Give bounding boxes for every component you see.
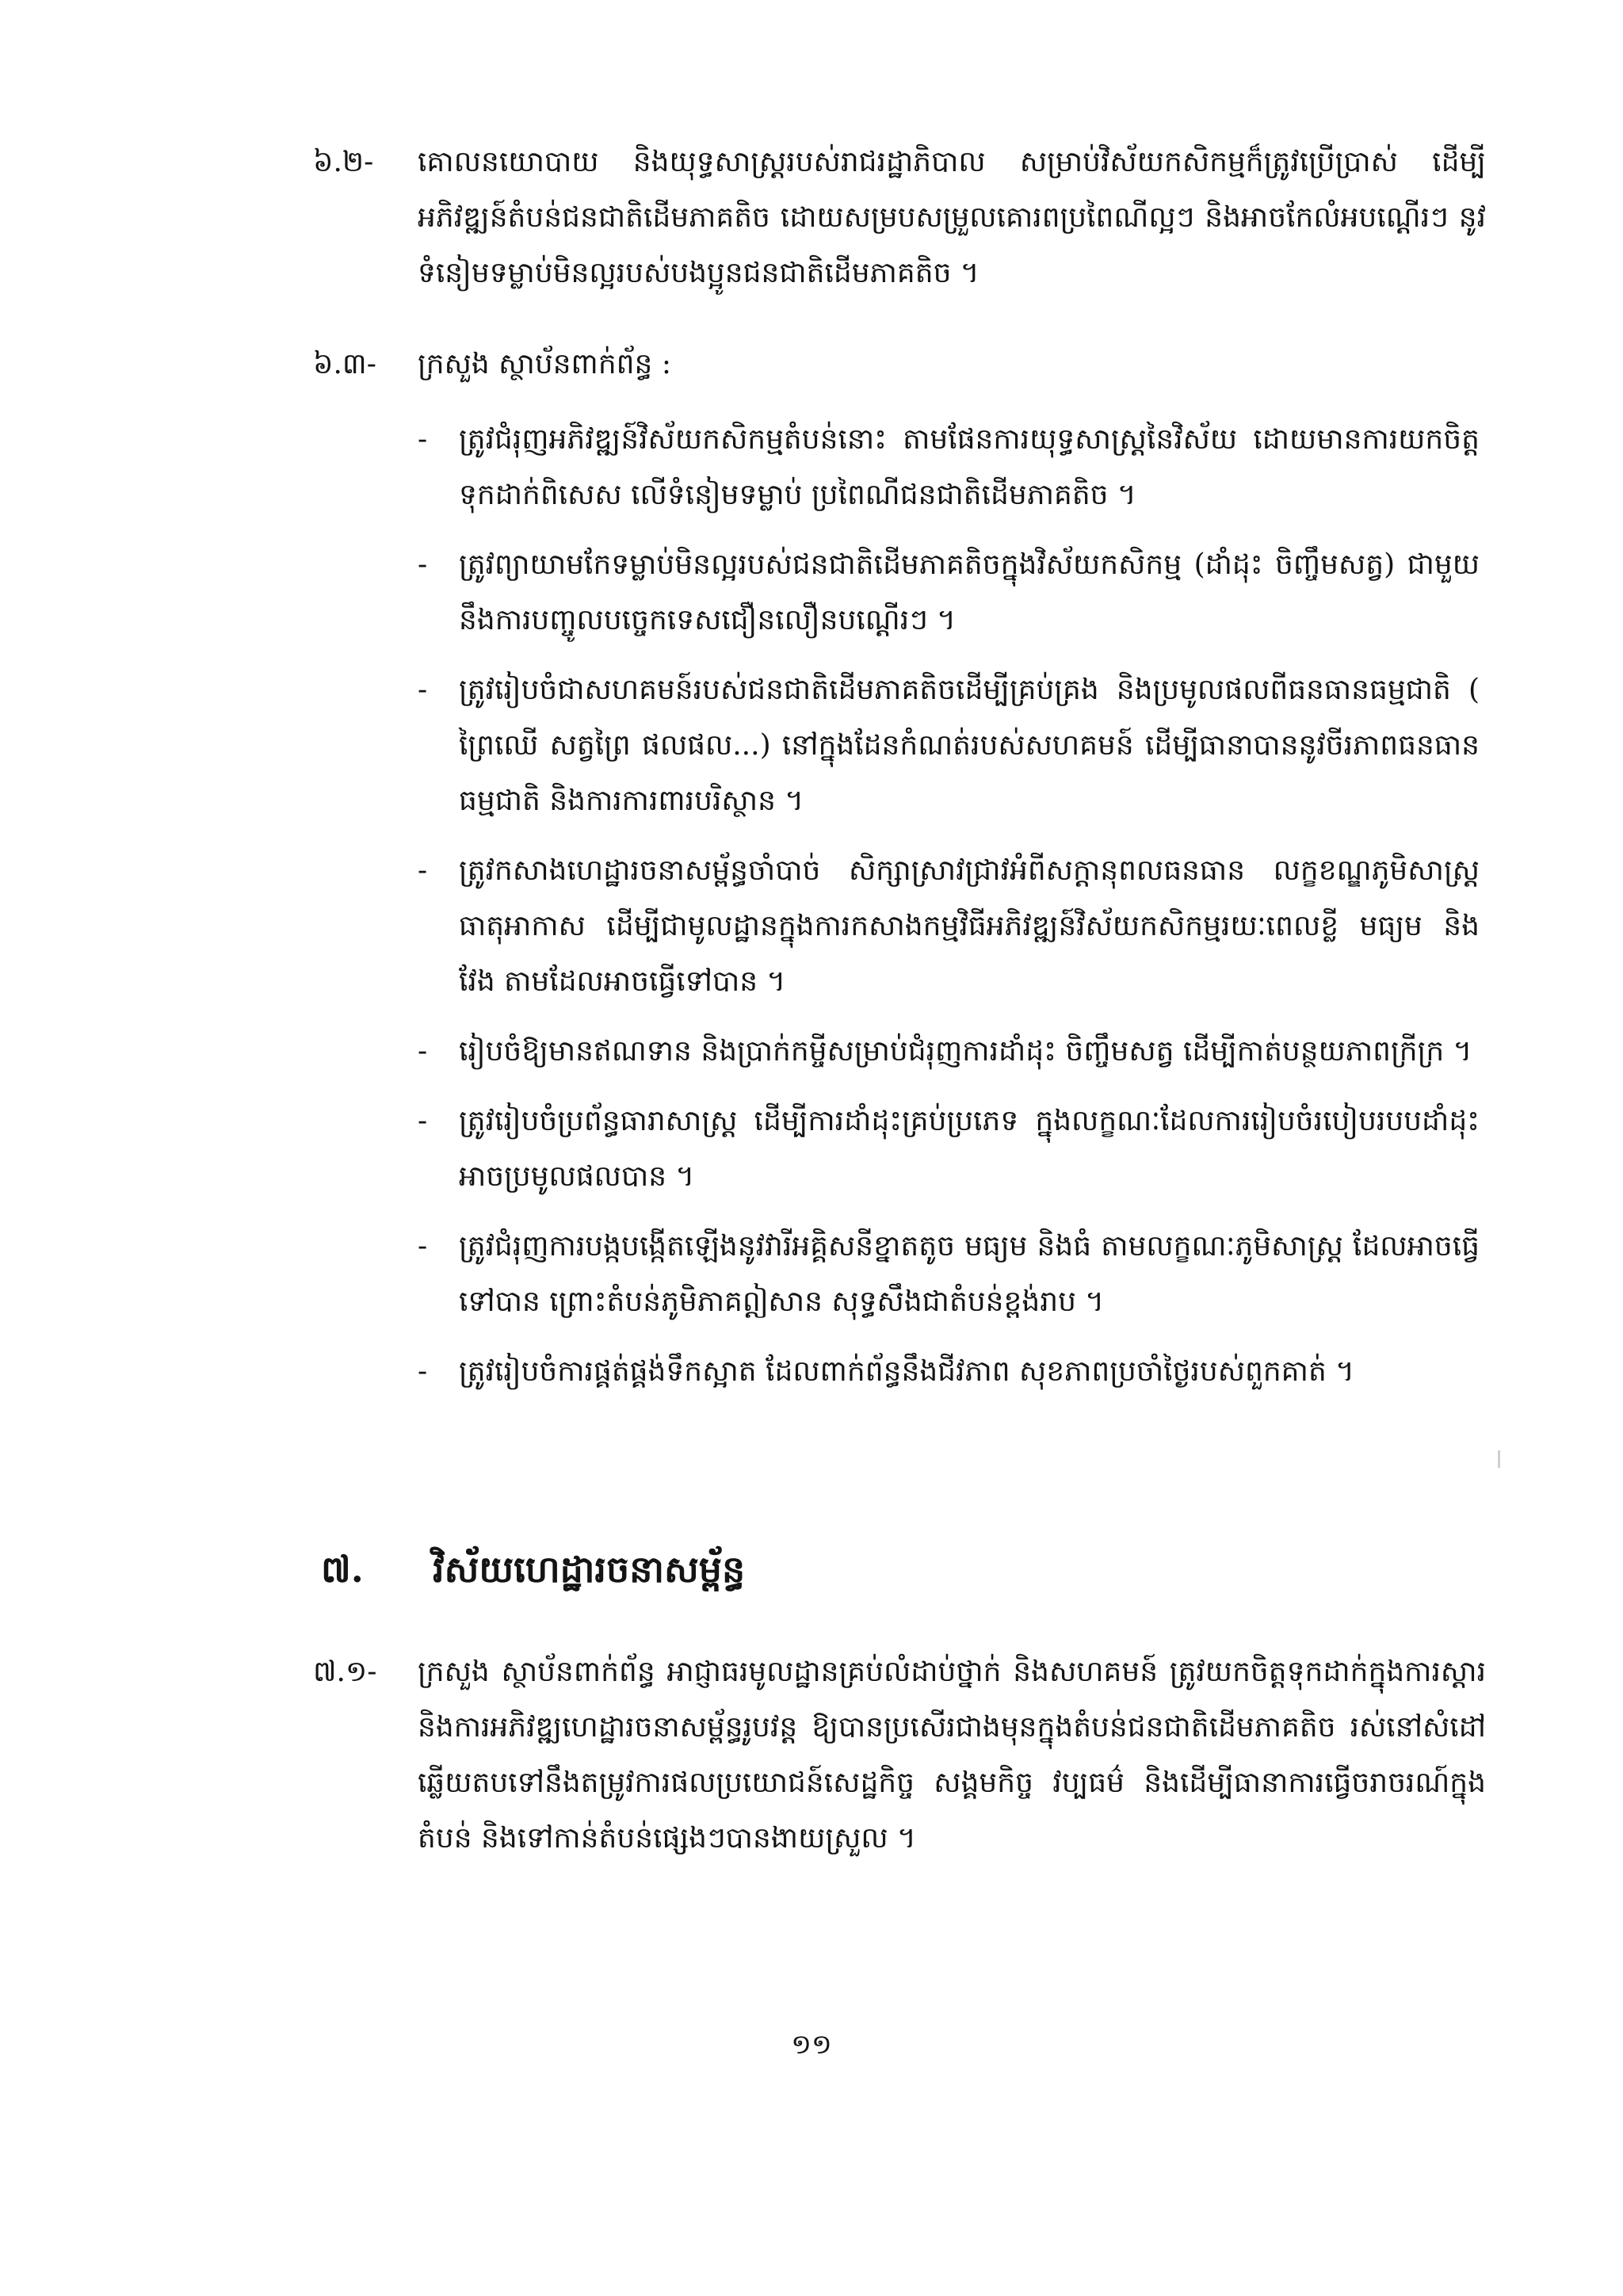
paragraph-number: ៦.៣- — [313, 348, 376, 380]
bullet-marker: - — [418, 1035, 428, 1068]
bullet-list — [418, 412, 1480, 1414]
scan-artifact — [1498, 1450, 1500, 1468]
list-item — [418, 1344, 1480, 1400]
list-item — [418, 537, 1480, 648]
paragraph-text: ក្រសួង ស្ថាប័នពាក់ព័ន្ធ អាជ្ញាធរមូលដ្ឋានគ្រប់លំដាប់ថ្នាក់ និងសហគមន៍ ត្រូវយកចិត្តទុកដាក់ក្នុងការស្ដារ និងការអភិវឌ្ឍហេដ្ឋារចនាសម្ព័ន្ធរូបវន្ត ឱ្យបានប្រសើរជាងមុនក្នុងតំបន់ជនជាតិដើមភាគតិច រស់នៅសំដៅឆ្លើយតបទៅនឹងតម្រូវការផលប្រយោជន៍សេដ្ឋកិច្ច សង្គមកិច្ច វប្បធម៌ និងដើម្បីធានាការធ្វើចរាចរណ៍ក្នុងតំបន់ និងទៅកាន់តំបន់ផ្សេងៗបានងាយស្រួល ។ — [418, 1656, 1486, 1855]
paragraph-6-2 — [313, 135, 1486, 301]
paragraph-6-3 — [313, 337, 1486, 392]
section-title: វិស័យហេដ្ឋារចនាសម្ព័ន្ធ — [433, 1548, 746, 1591]
list-item — [418, 1024, 1480, 1079]
paragraph-text: គោលនយោបាយ និងយុទ្ធសាស្ត្ររបស់រាជរដ្ឋាភិបាល សម្រាប់វិស័យកសិកម្មក៏ត្រូវប្រើប្រាស់ ដើម្បីអភិវឌ្ឍន៍តំបន់ជនជាតិដើមភាគតិច ដោយសម្របសម្រួលគោរពប្រពៃណីល្អៗ និងអាចកែលំអបណ្ដើរៗ នូវទំនៀមទម្លាប់មិនល្អរបស់បងប្អូនជនជាតិដើមភាគតិច ។ — [418, 146, 1486, 289]
bullet-marker: - — [418, 423, 428, 456]
list-item-text: ត្រូវជំរុញអភិវឌ្ឍន៍វិស័យកសិកម្មតំបន់នោះ តាមផែនការយុទ្ធសាស្ត្រនៃវិស័យ ដោយមានការយកចិត្តទុកដាក់ពិសេស លើទំនៀមទម្លាប់ ប្រពៃណីជនជាតិដើមភាគតិច ។ — [459, 423, 1480, 511]
list-item — [418, 1094, 1480, 1205]
bullet-marker: - — [418, 548, 428, 581]
bullet-marker: - — [418, 1105, 428, 1137]
paragraph-7-1 — [313, 1645, 1486, 1866]
list-item-text: ត្រូវរៀបចំប្រព័ន្ធធារាសាស្ត្រ ដើម្បីការដាំដុះគ្រប់ប្រភេទ ក្នុងលក្ខណៈដែលការរៀបចំរបៀបរបបដាំដុះអាចប្រមូលផលបាន ។ — [459, 1105, 1480, 1193]
list-item-text: រៀបចំឱ្យមានឥណទាន និងប្រាក់កម្ចីសម្រាប់ជំរុញការដាំដុះ ចិញ្ចឹមសត្វ ដើម្បីកាត់បន្ថយភាពក្រីក្រ ។ — [459, 1035, 1472, 1068]
list-item-text: ត្រូវព្យាយាមកែទម្លាប់មិនល្អរបស់ជនជាតិដើមភាគតិចក្នុងវិស័យកសិកម្ម (ដាំដុះ ចិញ្ចឹមសត្វ) ជាមួយ នឹងការបញ្ចូលបច្ចេកទេសជឿនលឿនបណ្ដើរៗ ។ — [459, 548, 1480, 636]
list-item-text: ត្រូវជំរុញការបង្កបង្កើតឡើងនូវវារីអគ្គិសនីខ្នាតតូច មធ្យម និងធំ តាមលក្ខណៈភូមិសាស្ត្រ ដែលអាចធ្វើទៅបាន ព្រោះតំបន់ភូមិភាគឦសាន សុទ្ធសឹងជាតំបន់ខ្ពង់រាប ។ — [459, 1230, 1480, 1318]
list-item-text: ត្រូវកសាងហេដ្ឋារចនាសម្ព័ន្ធចាំបាច់ សិក្សាស្រាវជ្រាវអំពីសក្ដានុពលធនធាន លក្ខខណ្ឌភូមិសាស្ត្រ ធាតុអាកាស ដើម្បីជាមូលដ្ឋានក្នុងការកសាងកម្មវិធីអភិវឌ្ឍន៍វិស័យកសិកម្មរយៈពេលខ្លី មធ្យម និងវែង តាមដែលអាចធ្វើទៅបាន ។ — [459, 854, 1480, 998]
bullet-marker: - — [418, 674, 428, 706]
list-item — [418, 663, 1480, 829]
paragraph-number: ៧.១- — [313, 1656, 377, 1688]
list-item — [418, 843, 1480, 1010]
list-item-text: ត្រូវរៀបចំជាសហគមន៍របស់ជនជាតិដើមភាគតិចដើម្បីគ្រប់គ្រង និងប្រមូលផលពីធនធានធម្មជាតិ ( ព្រៃឈើ សត្វព្រៃ ផលផល...) នៅក្នុងដែនកំណត់របស់សហគមន៍ ដើម្បីធានាបាននូវចីរភាពធនធានធម្មជាតិ និងការការពារបរិស្ថាន ។ — [459, 674, 1480, 817]
section-number: ៧. — [321, 1548, 364, 1591]
page-number: ១១ — [791, 2029, 832, 2061]
paragraph-text: ក្រសួង ស្ថាប័នពាក់ព័ន្ធ : — [418, 348, 671, 380]
bullet-marker: - — [418, 1230, 428, 1263]
section-heading — [321, 1541, 745, 1597]
paragraph-number: ៦.២- — [313, 146, 374, 178]
list-item-text: ត្រូវរៀបចំការផ្គត់ផ្គង់ទឹកស្អាត ដែលពាក់ព័ន្ធនឹងជីវភាព សុខភាពប្រចាំថ្ងៃរបស់ពួកគាត់ ។ — [459, 1355, 1354, 1388]
bullet-marker: - — [418, 854, 428, 887]
list-item — [418, 412, 1480, 523]
bullet-marker: - — [418, 1355, 428, 1388]
list-item — [418, 1219, 1480, 1330]
